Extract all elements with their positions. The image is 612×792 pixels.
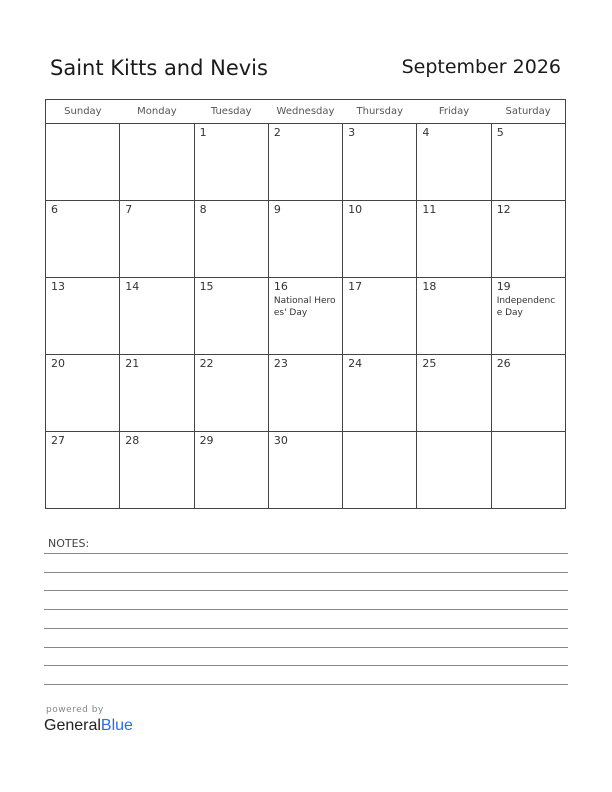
notes-line (44, 572, 568, 573)
calendar-day-cell (120, 124, 194, 201)
weekday-header: Saturday (491, 100, 565, 124)
calendar-day-cell (46, 355, 120, 432)
calendar-day-cell (46, 201, 120, 278)
brand-part-blue: Blue (100, 717, 133, 734)
day-number: 6 (51, 203, 58, 216)
calendar-day-cell (417, 201, 491, 278)
calendar-day-cell (343, 278, 417, 355)
notes-line (44, 628, 568, 629)
notes-line (44, 684, 568, 685)
calendar-day-cell (194, 278, 268, 355)
calendar-day-cell (46, 278, 120, 355)
calendar-day-cell (46, 432, 120, 509)
calendar-day-cell (417, 278, 491, 355)
calendar-day-cell (194, 124, 268, 201)
calendar-week-row (46, 201, 566, 278)
calendar-day-cell (417, 124, 491, 201)
day-number: 24 (348, 357, 363, 370)
day-number: 7 (125, 203, 133, 216)
calendar-day-cell (417, 355, 491, 432)
calendar-week-row (46, 278, 566, 355)
calendar-day-cell (343, 201, 417, 278)
calendar-day-cell (491, 278, 565, 355)
calendar-day-cell (120, 278, 194, 355)
calendar-day-cell (268, 278, 342, 355)
day-number: 30 (273, 434, 288, 447)
day-number: 2 (273, 126, 281, 139)
calendar-day-cell (268, 355, 342, 432)
calendar-day-cell (417, 432, 491, 509)
notes-line (44, 553, 568, 554)
weekday-header: Tuesday (194, 100, 268, 124)
day-number: 13 (51, 280, 65, 293)
calendar-country-title: Saint Kitts and Nevis (50, 56, 268, 80)
day-number: 10 (348, 203, 363, 216)
day-number: 11 (422, 203, 437, 216)
notes-line (44, 609, 568, 610)
day-number: 8 (199, 203, 207, 216)
weekday-header: Monday (120, 100, 194, 124)
notes-line (44, 590, 568, 591)
day-number: 29 (199, 434, 214, 447)
powered-by-text: powered by (46, 705, 104, 715)
weekday-header: Wednesday (268, 100, 342, 124)
day-number: 9 (273, 203, 281, 216)
day-number: 12 (496, 203, 511, 216)
weekday-header-row (46, 100, 566, 124)
calendar-day-cell (46, 124, 120, 201)
calendar-day-cell (268, 201, 342, 278)
calendar-day-cell (268, 432, 342, 509)
calendar-day-cell (343, 355, 417, 432)
holiday-label: Independence Day (496, 296, 556, 318)
day-number: 1 (199, 126, 207, 139)
calendar-day-cell (343, 432, 417, 509)
day-number: 5 (496, 126, 504, 139)
weekday-header: Friday (417, 100, 491, 124)
day-number: 21 (125, 357, 140, 370)
day-number: 26 (496, 357, 511, 370)
notes-line (44, 647, 568, 648)
calendar-week-row (46, 432, 566, 509)
calendar-day-cell (194, 201, 268, 278)
calendar-month-title: September 2026 (401, 56, 561, 78)
notes-label: NOTES: (48, 537, 90, 550)
calendar-day-cell (343, 124, 417, 201)
calendar-day-cell (120, 201, 194, 278)
calendar-day-cell (120, 432, 194, 509)
day-number: 23 (273, 357, 288, 370)
day-number: 15 (199, 280, 214, 293)
calendar-day-cell (120, 355, 194, 432)
day-number: 25 (422, 357, 437, 370)
day-number: 22 (199, 357, 214, 370)
generalblue-logo (44, 717, 133, 735)
day-number: 4 (422, 126, 430, 139)
brand-part-general: General (44, 717, 101, 734)
day-number: 18 (422, 280, 437, 293)
day-number: 16 (273, 280, 288, 293)
day-number: 14 (125, 280, 140, 293)
calendar-week-row (46, 124, 566, 201)
holiday-label: National Heroes' Day (273, 296, 336, 318)
weekday-header: Sunday (46, 100, 120, 124)
day-number: 19 (496, 280, 511, 293)
day-number: 20 (51, 357, 65, 370)
day-number: 3 (348, 126, 356, 139)
day-number: 28 (125, 434, 140, 447)
calendar-grid (45, 99, 566, 509)
weekday-header: Thursday (343, 100, 417, 124)
calendar-day-cell (268, 124, 342, 201)
day-number: 17 (348, 280, 363, 293)
calendar-day-cell (491, 124, 565, 201)
notes-line (44, 665, 568, 666)
calendar-week-row (46, 355, 566, 432)
calendar-day-cell (194, 355, 268, 432)
day-number: 27 (51, 434, 65, 447)
calendar-day-cell (194, 432, 268, 509)
calendar-day-cell (491, 201, 565, 278)
calendar-day-cell (491, 355, 565, 432)
calendar-day-cell (491, 432, 565, 509)
